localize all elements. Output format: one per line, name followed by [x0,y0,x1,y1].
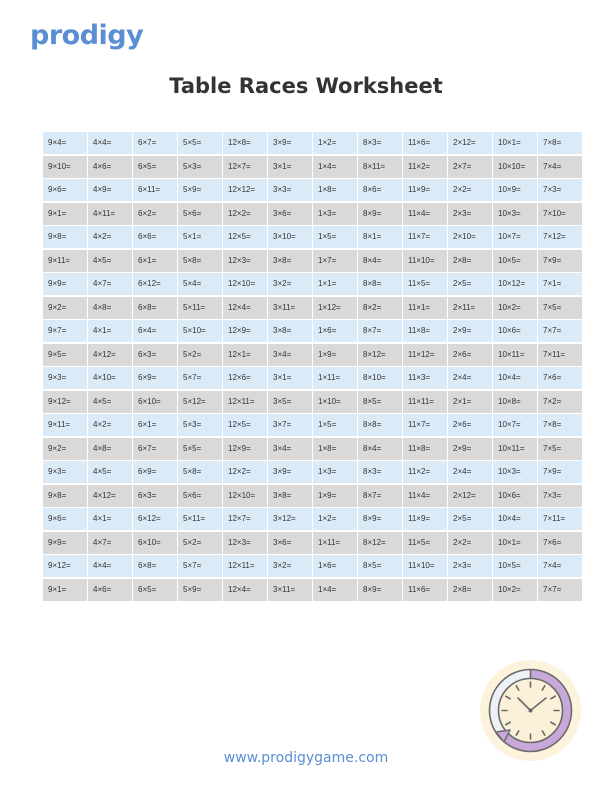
problem-cell: 5×8= [178,461,222,483]
problem-cell: 5×3= [178,414,222,436]
problem-cell: 7×12= [538,226,582,248]
problem-cell: 6×2= [133,203,177,225]
problem-cell: 4×2= [88,226,132,248]
problem-cell: 2×9= [448,320,492,342]
problem-cell: 7×8= [538,132,582,154]
problem-cell: 6×12= [133,508,177,530]
problem-cell: 12×6= [223,367,267,389]
problem-cell: 9×2= [43,438,87,460]
problem-cell: 9×11= [43,414,87,436]
problem-cell: 4×6= [88,579,132,601]
problem-cell: 2×2= [448,532,492,554]
problem-cell: 12×4= [223,297,267,319]
problem-cell: 9×9= [43,532,87,554]
problem-cell: 7×7= [538,320,582,342]
problem-cell: 8×4= [358,438,402,460]
problem-cell: 7×6= [538,367,582,389]
problem-cell: 12×10= [223,273,267,295]
footer-url[interactable]: www.prodigygame.com [223,750,389,766]
problem-cell: 12×12= [223,179,267,201]
problem-cell: 3×6= [268,203,312,225]
problem-cell: 3×9= [268,132,312,154]
problem-cell: 10×7= [493,226,537,248]
problem-cell: 5×3= [178,156,222,178]
problem-cell: 4×5= [88,391,132,413]
problem-cell: 3×7= [268,414,312,436]
problem-cell: 8×8= [358,414,402,436]
problem-cell: 10×1= [493,132,537,154]
page-title: Table Races Worksheet [169,74,443,98]
problem-cell: 10×5= [493,250,537,272]
problem-cell: 4×12= [88,344,132,366]
problem-cell: 7×11= [538,508,582,530]
problem-cell: 2×6= [448,414,492,436]
problem-cell: 5×6= [178,485,222,507]
problem-cell: 12×3= [223,532,267,554]
problem-cell: 6×7= [133,438,177,460]
problem-cell: 10×11= [493,344,537,366]
problem-cell: 12×2= [223,461,267,483]
problem-cell: 2×5= [448,273,492,295]
problem-cell: 12×11= [223,391,267,413]
problem-cell: 7×5= [538,438,582,460]
problem-cell: 3×9= [268,461,312,483]
problem-cell: 1×3= [313,461,357,483]
problem-cell: 5×7= [178,367,222,389]
problem-cell: 4×7= [88,532,132,554]
problem-cell: 6×9= [133,461,177,483]
problem-cell: 6×1= [133,414,177,436]
problem-cell: 2×8= [448,250,492,272]
problem-cell: 2×5= [448,508,492,530]
problem-cell: 6×12= [133,273,177,295]
problem-cell: 11×11= [403,391,447,413]
problem-cell: 9×3= [43,367,87,389]
problem-cell: 9×11= [43,250,87,272]
problem-cell: 4×10= [88,367,132,389]
problem-cell: 1×6= [313,555,357,577]
problem-cell: 10×4= [493,367,537,389]
problem-cell: 4×7= [88,273,132,295]
problem-cell: 11×5= [403,532,447,554]
problem-cell: 9×7= [43,320,87,342]
problem-cell: 12×2= [223,203,267,225]
problem-cell: 2×9= [448,438,492,460]
problem-cell: 10×11= [493,438,537,460]
problem-cell: 1×12= [313,297,357,319]
problem-cell: 12×9= [223,320,267,342]
problem-cell: 3×4= [268,344,312,366]
problem-cell: 7×2= [538,391,582,413]
problem-cell: 6×9= [133,367,177,389]
problem-cell: 11×6= [403,579,447,601]
problem-cell: 10×5= [493,555,537,577]
problem-cell: 12×10= [223,485,267,507]
problem-cell: 1×8= [313,179,357,201]
problem-cell: 11×9= [403,179,447,201]
problem-cell: 3×1= [268,367,312,389]
prodigy-logo: prodigy [30,20,144,51]
problem-cell: 9×12= [43,391,87,413]
problem-cell: 3×1= [268,156,312,178]
problem-cell: 10×1= [493,532,537,554]
problem-cell: 5×1= [178,226,222,248]
problem-cell: 5×2= [178,344,222,366]
problem-cell: 8×6= [358,179,402,201]
problem-cell: 3×6= [268,532,312,554]
problem-cell: 10×12= [493,273,537,295]
problem-cell: 11×4= [403,203,447,225]
problem-cell: 9×12= [43,555,87,577]
problem-cell: 11×2= [403,156,447,178]
problem-cell: 1×2= [313,508,357,530]
problem-cell: 2×3= [448,555,492,577]
problem-cell: 2×4= [448,461,492,483]
problem-cell: 6×3= [133,485,177,507]
problem-cell: 4×1= [88,320,132,342]
problem-cell: 11×12= [403,344,447,366]
problem-cell: 3×8= [268,485,312,507]
problem-cell: 8×5= [358,391,402,413]
problem-cell: 12×3= [223,250,267,272]
problem-cell: 12×1= [223,344,267,366]
problem-cell: 10×2= [493,579,537,601]
problem-cell: 6×8= [133,555,177,577]
problem-cell: 11×5= [403,273,447,295]
problem-cell: 5×2= [178,532,222,554]
problem-cell: 1×5= [313,414,357,436]
problem-cell: 7×11= [538,344,582,366]
problem-cell: 6×3= [133,344,177,366]
problem-cell: 8×5= [358,555,402,577]
problem-cell: 2×2= [448,179,492,201]
problem-cell: 2×3= [448,203,492,225]
problem-cell: 3×2= [268,555,312,577]
problem-cell: 6×6= [133,226,177,248]
problem-cell: 2×4= [448,367,492,389]
problem-cell: 4×8= [88,297,132,319]
problem-cell: 7×4= [538,156,582,178]
problem-cell: 6×5= [133,156,177,178]
problem-cell: 10×6= [493,320,537,342]
problem-cell: 5×8= [178,250,222,272]
problem-cell: 5×9= [178,179,222,201]
problem-cell: 3×2= [268,273,312,295]
problem-cell: 8×8= [358,273,402,295]
problem-cell: 5×6= [178,203,222,225]
problem-cell: 12×7= [223,508,267,530]
problem-cell: 7×3= [538,179,582,201]
problem-cell: 8×9= [358,579,402,601]
problem-cell: 4×5= [88,461,132,483]
problem-cell: 4×9= [88,179,132,201]
problem-cell: 2×1= [448,391,492,413]
problem-cell: 9×3= [43,461,87,483]
problem-cell: 7×8= [538,414,582,436]
problem-cell: 3×8= [268,250,312,272]
problem-cell: 4×4= [88,132,132,154]
problem-cell: 8×1= [358,226,402,248]
problem-cell: 2×6= [448,344,492,366]
clock-with-circular-arrow-icon [480,660,581,761]
problem-cell: 12×9= [223,438,267,460]
problem-cell: 12×8= [223,132,267,154]
problem-cell: 7×4= [538,555,582,577]
problem-cell: 5×4= [178,273,222,295]
problem-cell: 7×7= [538,579,582,601]
problem-cell: 10×6= [493,485,537,507]
problem-cell: 1×4= [313,156,357,178]
clock-badge [480,660,581,761]
problem-cell: 9×1= [43,579,87,601]
problem-cell: 10×3= [493,461,537,483]
problem-cell: 10×10= [493,156,537,178]
problem-cell: 7×5= [538,297,582,319]
problem-cell: 10×3= [493,203,537,225]
problem-cell: 3×12= [268,508,312,530]
problem-cell: 11×3= [403,367,447,389]
problem-cell: 4×8= [88,438,132,460]
problem-cell: 4×2= [88,414,132,436]
problem-cell: 7×6= [538,532,582,554]
problem-cell: 4×12= [88,485,132,507]
problem-cell: 1×9= [313,485,357,507]
problem-cell: 7×3= [538,485,582,507]
problem-cell: 12×11= [223,555,267,577]
problem-cell: 8×12= [358,344,402,366]
problem-cell: 3×8= [268,320,312,342]
problem-cell: 1×11= [313,532,357,554]
problem-cell: 11×1= [403,297,447,319]
problem-cell: 9×6= [43,508,87,530]
problem-cell: 9×6= [43,179,87,201]
problem-cell: 8×10= [358,367,402,389]
problem-cell: 9×8= [43,485,87,507]
problem-cell: 4×1= [88,508,132,530]
problem-cell: 4×11= [88,203,132,225]
problem-cell: 7×10= [538,203,582,225]
problem-cell: 1×5= [313,226,357,248]
problem-cell: 2×7= [448,156,492,178]
problem-cell: 11×8= [403,438,447,460]
problem-cell: 12×5= [223,226,267,248]
problem-cell: 8×12= [358,532,402,554]
problem-cell: 8×11= [358,156,402,178]
problem-cell: 1×6= [313,320,357,342]
problem-cell: 11×2= [403,461,447,483]
problem-cell: 1×3= [313,203,357,225]
problem-cell: 1×7= [313,250,357,272]
problem-cell: 2×12= [448,132,492,154]
problem-cell: 8×3= [358,132,402,154]
problem-cell: 12×5= [223,414,267,436]
problem-cell: 9×1= [43,203,87,225]
problem-cell: 11×10= [403,555,447,577]
problem-cell: 10×4= [493,508,537,530]
problem-cell: 6×10= [133,391,177,413]
problem-cell: 11×8= [403,320,447,342]
problem-cell: 8×7= [358,320,402,342]
problem-cell: 3×10= [268,226,312,248]
problem-cell: 2×12= [448,485,492,507]
problem-cell: 12×7= [223,156,267,178]
problem-cell: 11×4= [403,485,447,507]
problem-cell: 10×2= [493,297,537,319]
problem-cell: 2×11= [448,297,492,319]
problem-cell: 3×11= [268,579,312,601]
problem-cell: 5×5= [178,132,222,154]
problem-cell: 11×6= [403,132,447,154]
problem-cell: 5×11= [178,297,222,319]
problem-cell: 8×9= [358,508,402,530]
problem-cell: 11×9= [403,508,447,530]
problem-cell: 9×10= [43,156,87,178]
problem-cell: 5×10= [178,320,222,342]
problem-cell: 1×1= [313,273,357,295]
problem-cell: 12×4= [223,579,267,601]
problem-cell: 8×7= [358,485,402,507]
problem-cell: 2×10= [448,226,492,248]
multiplication-table [43,132,582,601]
problem-cell: 10×7= [493,414,537,436]
problem-cell: 1×2= [313,132,357,154]
problem-cell: 5×11= [178,508,222,530]
problem-cell: 4×6= [88,156,132,178]
problem-cell: 8×4= [358,250,402,272]
problem-cell: 6×4= [133,320,177,342]
problem-cell: 6×5= [133,579,177,601]
problem-cell: 8×9= [358,203,402,225]
problem-cell: 9×8= [43,226,87,248]
problem-cell: 9×4= [43,132,87,154]
problem-cell: 5×9= [178,579,222,601]
problem-cell: 3×3= [268,179,312,201]
problem-cell: 7×9= [538,461,582,483]
problem-cell: 7×1= [538,273,582,295]
problem-cell: 10×9= [493,179,537,201]
problem-cell: 3×11= [268,297,312,319]
problem-cell: 10×8= [493,391,537,413]
problem-cell: 6×11= [133,179,177,201]
problem-cell: 1×11= [313,367,357,389]
problem-cell: 3×4= [268,438,312,460]
problem-cell: 3×5= [268,391,312,413]
problem-cell: 6×7= [133,132,177,154]
problem-cell: 4×4= [88,555,132,577]
problem-cell: 8×2= [358,297,402,319]
problem-cell: 9×2= [43,297,87,319]
problem-cell: 9×5= [43,344,87,366]
problem-cell: 6×10= [133,532,177,554]
problem-cell: 7×9= [538,250,582,272]
problem-cell: 1×10= [313,391,357,413]
problem-cell: 2×8= [448,579,492,601]
problem-cell: 5×5= [178,438,222,460]
problem-cell: 4×5= [88,250,132,272]
problem-cell: 1×9= [313,344,357,366]
problem-cell: 1×8= [313,438,357,460]
problem-cell: 9×9= [43,273,87,295]
problem-cell: 11×10= [403,250,447,272]
problem-cell: 5×7= [178,555,222,577]
problem-cell: 1×4= [313,579,357,601]
problem-cell: 8×3= [358,461,402,483]
problem-cell: 5×12= [178,391,222,413]
problem-cell: 11×7= [403,414,447,436]
problem-cell: 6×8= [133,297,177,319]
problem-cell: 11×7= [403,226,447,248]
problem-cell: 6×1= [133,250,177,272]
